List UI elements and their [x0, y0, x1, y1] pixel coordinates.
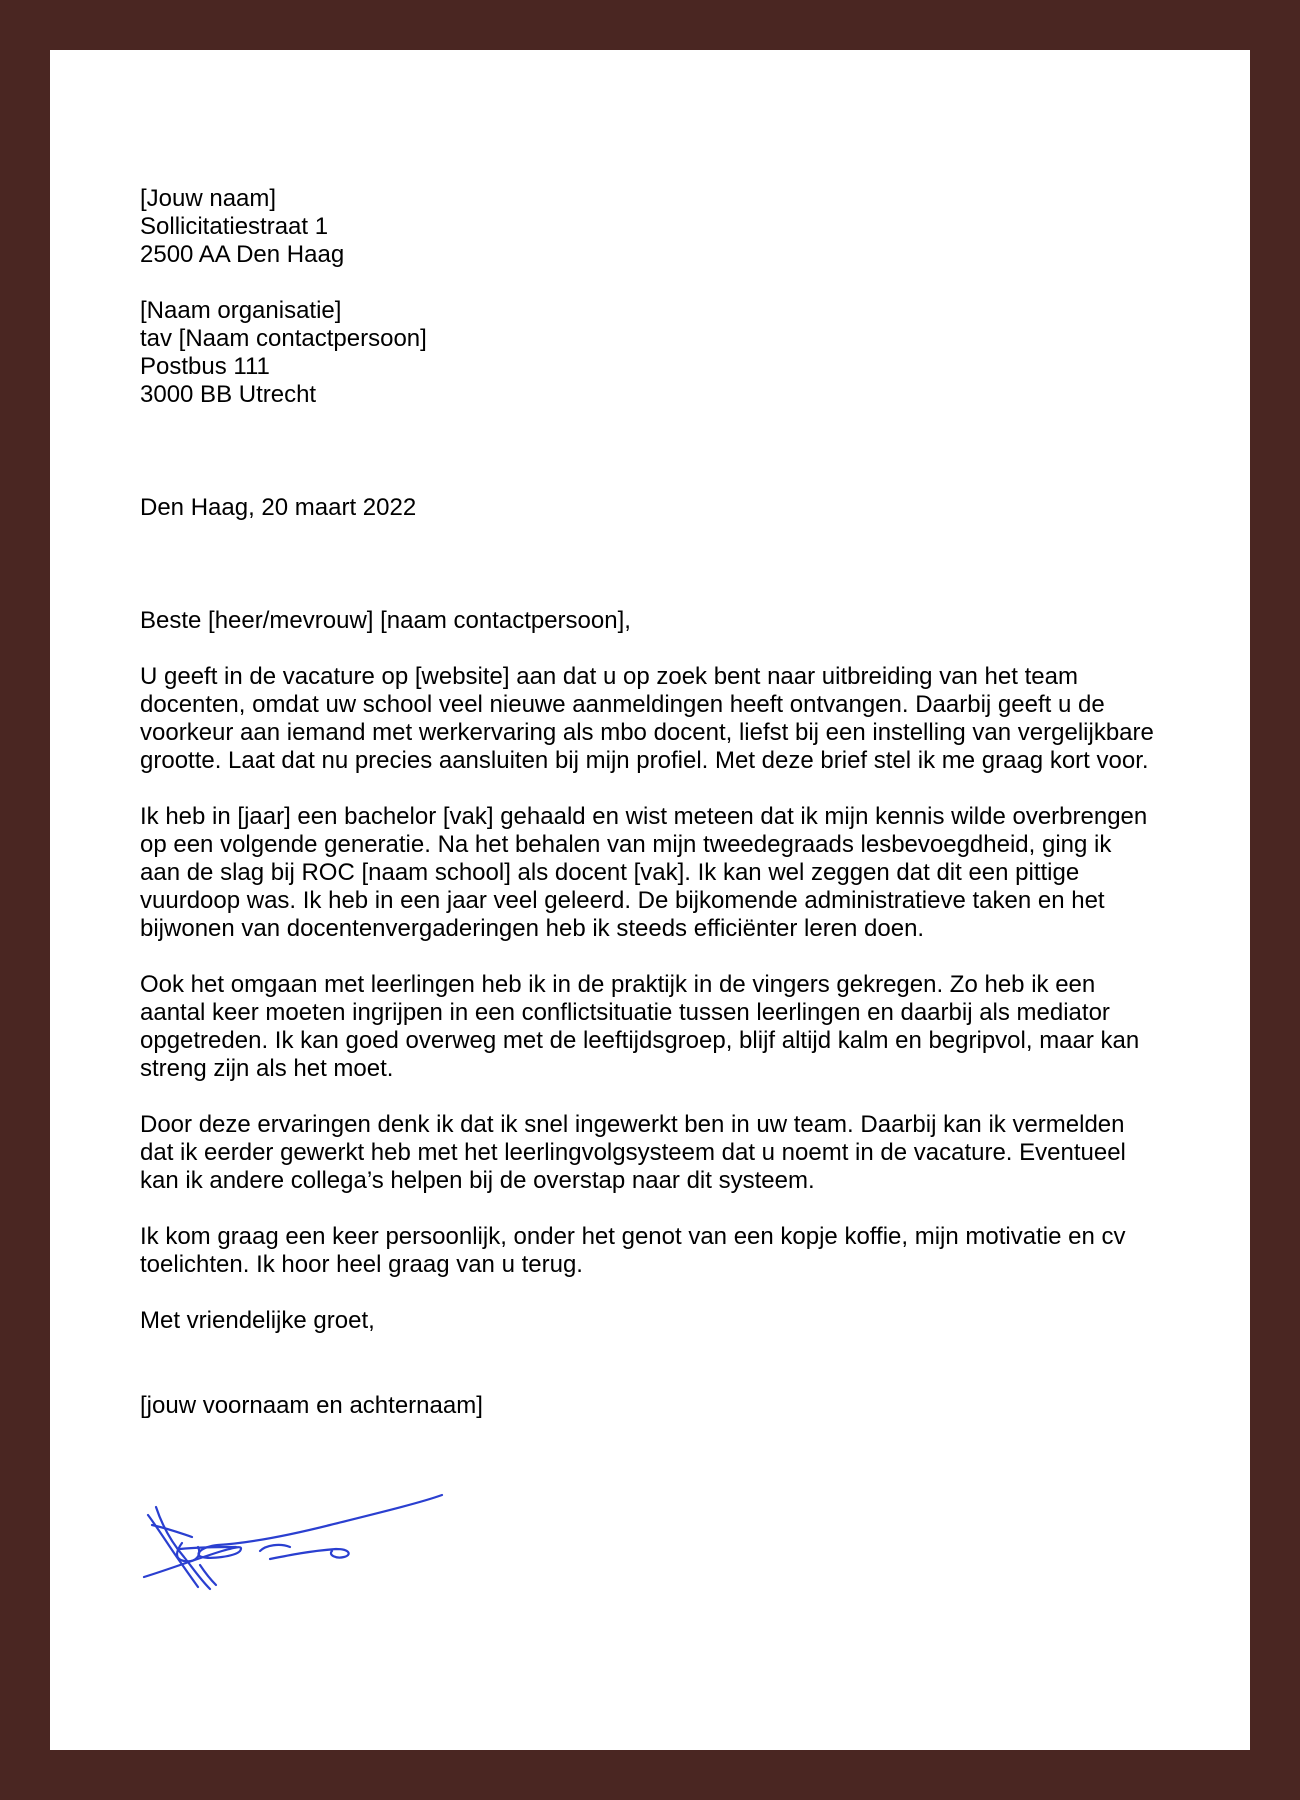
paragraph-line: Ook het omgaan met leerlingen heb ik in de praktijk in de vingers gekregen. Zo heb ik een	[140, 971, 1096, 998]
sender-street: Sollicitatiestraat 1	[140, 213, 329, 240]
paragraph-line: aan de slag bij ROC [naam school] als docent [vak]. Ik kan wel zeggen dat dit een pittige	[140, 859, 1080, 886]
signature-name: [jouw voornaam en achternaam]	[140, 1392, 483, 1419]
paragraph-5	[140, 1223, 1170, 1279]
paragraph-line: aantal keer moeten ingrijpen in een conflictsituatie tussen leerlingen en daarbij als mediator	[140, 999, 1110, 1026]
paragraph-line: kan ik andere collega’s helpen bij de overstap naar dit systeem.	[140, 1167, 815, 1194]
recipient-contact: tav [Naam contactpersoon]	[140, 325, 427, 352]
recipient-city: 3000 BB Utrecht	[140, 381, 317, 408]
paragraph-4	[140, 1111, 1170, 1195]
closing: Met vriendelijke groet,	[140, 1307, 375, 1334]
paragraph-line: grootte. Laat dat nu precies aansluiten bij mijn profiel. Met deze brief stel ik me graag kort voor.	[140, 747, 1149, 774]
letter-page	[50, 50, 1250, 1750]
recipient-organisation: [Naam organisatie]	[140, 297, 342, 324]
handwritten-signature	[140, 1485, 480, 1615]
paragraph-1	[140, 663, 1170, 775]
recipient-address	[140, 297, 1170, 409]
paragraph-line: opgetreden. Ik kan goed overweg met de leeftijdsgroep, blijf altijd kalm en begripvol, maar kan	[140, 1027, 1140, 1054]
paragraph-line: vuurdoop was. Ik heb in een jaar veel geleerd. De bijkomende administratieve taken en het	[140, 887, 1105, 914]
letter-date: Den Haag, 20 maart 2022	[140, 494, 417, 521]
paragraph-line: Ik kom graag een keer persoonlijk, onder het genot van een kopje koffie, mijn motivatie en cv	[140, 1223, 1126, 1250]
paragraph-3	[140, 971, 1170, 1083]
paragraph-2	[140, 803, 1170, 943]
paragraph-line: dat ik eerder gewerkt heb met het leerlingvolgsysteem dat u noemt in de vacature. Eventueel	[140, 1139, 1126, 1166]
paragraph-line: docenten, omdat uw school veel nieuwe aanmeldingen heeft ontvangen. Daarbij geeft u de	[140, 691, 1105, 718]
paragraph-line: bijwonen van docentenvergaderingen heb ik steeds efficiënter leren doen.	[140, 915, 925, 942]
sender-name: [Jouw naam]	[140, 185, 277, 212]
paragraph-line: streng zijn als het moet.	[140, 1055, 394, 1082]
paragraph-line: toelichten. Ik hoor heel graag van u terug.	[140, 1251, 583, 1278]
salutation: Beste [heer/mevrouw] [naam contactpersoon],	[140, 607, 631, 634]
recipient-postbus: Postbus 111	[140, 353, 270, 380]
paragraph-line: voorkeur aan iemand met werkervaring als mbo docent, liefst bij een instelling van vergelijkbare	[140, 719, 1154, 746]
paragraph-line: U geeft in de vacature op [website] aan dat u op zoek bent naar uitbreiding van het team	[140, 663, 1078, 690]
paragraph-line: Door deze ervaringen denk ik dat ik snel ingewerkt ben in uw team. Daarbij kan ik vermelden	[140, 1111, 1125, 1138]
sender-city: 2500 AA Den Haag	[140, 241, 345, 268]
letter-body	[140, 185, 1170, 1420]
paragraph-line: op een volgende generatie. Na het behalen van mijn tweedegraads lesbevoegdheid, ging ik	[140, 831, 1112, 858]
paragraph-line: Ik heb in [jaar] een bachelor [vak] gehaald en wist meteen dat ik mijn kennis wilde overbrengen	[140, 803, 1148, 830]
sender-address	[140, 185, 1170, 269]
